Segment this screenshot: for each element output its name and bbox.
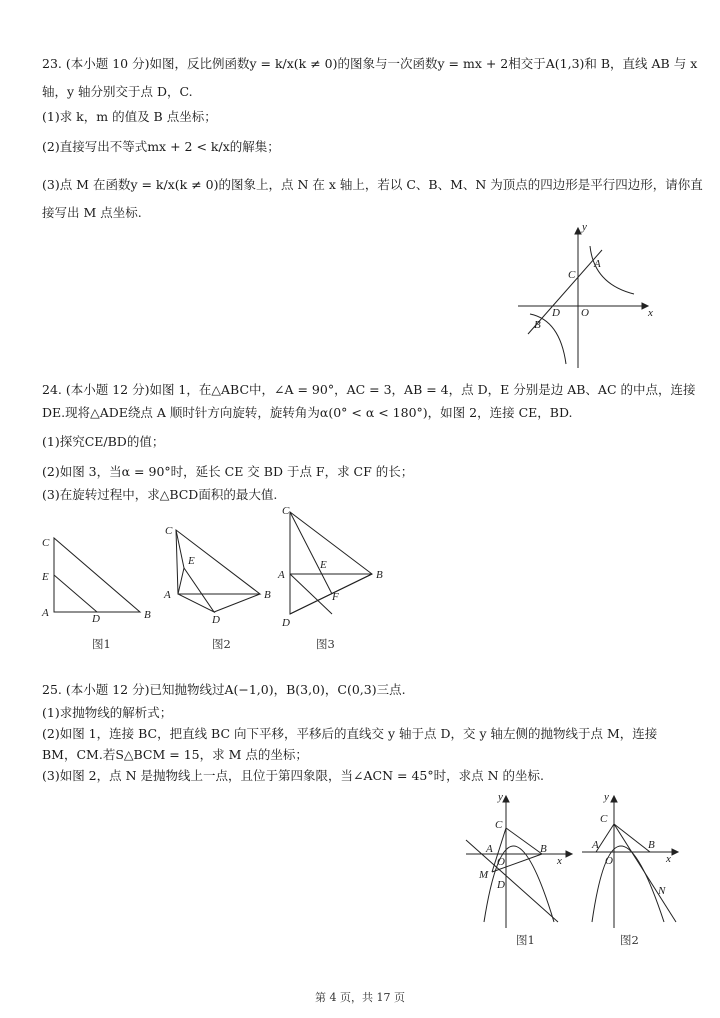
label-c: C	[282, 505, 290, 517]
q23-part-1: (1)求 k，m 的值及 B 点坐标；	[42, 109, 217, 124]
y-axis-arrow	[503, 796, 509, 802]
label-a: A	[164, 589, 171, 601]
q24-fig-2-caption: 图2	[212, 637, 231, 651]
segment-cb	[506, 828, 542, 854]
q23-part-3: (3)点 M 在函数y = k/x(k ≠ 0)的图象上，点 N 在 x 轴上，若以 C、B、M、N 为顶点的四边形是平行四边形，请你直	[42, 177, 703, 192]
label-d: D	[212, 614, 220, 625]
segment-cb	[614, 824, 650, 852]
label-m: M	[479, 869, 489, 881]
label-b: B	[534, 319, 541, 331]
label-a: A	[592, 839, 599, 851]
q24-fig-1-caption: 图1	[92, 637, 111, 651]
label-n: N	[658, 885, 666, 897]
label-d: D	[92, 613, 100, 625]
label-o: O	[581, 307, 589, 319]
q23-figure	[510, 222, 660, 372]
q25-part-2: (2)如图 1，连接 BC，把直线 BC 向下平移，平移后的直线交 y 轴于点 D，交 y 轴左侧的抛物线于点 M，连接	[42, 726, 658, 741]
label-a: A	[278, 569, 285, 581]
segment-bd	[214, 594, 260, 612]
q25-part-3: (3)如图 2，点 N 是抛物线上一点，且位于第四象限，当∠ACN = 45°时，求点 N 的坐标.	[42, 768, 544, 783]
label-x: x	[666, 853, 671, 865]
q24-figure-1	[36, 530, 166, 625]
q24-part-1: (1)探究CE/BD的值；	[42, 434, 165, 449]
label-x: x	[557, 855, 562, 867]
label-x: x	[648, 307, 653, 319]
segment-ad	[290, 574, 332, 614]
label-o: O	[497, 856, 505, 868]
segment-cf	[290, 512, 332, 594]
label-a: A	[42, 607, 49, 619]
label-a: A	[594, 258, 601, 270]
label-e: E	[188, 555, 195, 567]
triangle-ade	[178, 568, 214, 612]
label-b: B	[144, 609, 151, 621]
q25-part-2-cont: BM，CM.若S△BCM = 15，求 M 点的坐标；	[42, 747, 308, 762]
q25-figure-1	[462, 790, 580, 930]
triangle-cdb	[290, 512, 372, 614]
label-c: C	[42, 537, 50, 549]
q23-line-2: 轴，y 轴分别交于点 D，C.	[42, 84, 193, 99]
q23-part-3-cont: 接写出 M 点坐标.	[42, 205, 142, 220]
label-b: B	[540, 843, 547, 855]
label-d: D	[282, 617, 290, 629]
parabola	[484, 846, 554, 922]
label-d: D	[552, 307, 560, 319]
label-o: O	[605, 855, 613, 867]
q24-fig-3-caption: 图3	[316, 637, 335, 651]
q23-line-1: 23. (本小题 10 分)如图，反比例函数y = k/x(k ≠ 0)的图象与一次函数y = mx + 2相交于A(1,3)和 B，直线 AB 与 x	[42, 56, 698, 71]
q25-fig-2-caption: 图2	[620, 933, 639, 947]
label-y: y	[582, 222, 587, 233]
label-d: D	[497, 879, 505, 891]
segment-cn	[614, 824, 676, 922]
label-y: y	[498, 791, 503, 803]
label-b: B	[648, 839, 655, 851]
label-b: B	[264, 589, 271, 601]
label-c: C	[600, 813, 608, 825]
q25-part-1: (1)求抛物线的解析式；	[42, 705, 173, 720]
label-a: A	[486, 843, 493, 855]
q25-fig-1-caption: 图1	[516, 933, 535, 947]
q25-line-1: 25. (本小题 12 分)已知抛物线过A(−1,0)，B(3,0)，C(0,3)三点.	[42, 682, 406, 697]
y-axis-arrow	[575, 228, 581, 234]
triangle-abc	[54, 538, 140, 612]
q24-line-1: 24. (本小题 12 分)如图 1，在△ABC中，∠A = 90°，AC = 3，AB = 4，点 D，E 分别是边 AB、AC 的中点，连接	[42, 382, 696, 397]
q23-part-2: (2)直接写出不等式mx + 2 < k/x的解集；	[42, 139, 280, 154]
q24-part-2: (2)如图 3，当α = 90°时，延长 CE 交 BD 于点 F，求 CF 的长；	[42, 464, 414, 479]
y-axis-arrow	[611, 796, 617, 802]
label-f: F	[332, 591, 339, 603]
x-axis-arrow	[672, 849, 678, 855]
label-e: E	[42, 571, 49, 583]
segment-db	[290, 574, 372, 614]
q24-part-3: (3)在旋转过程中，求△BCD面积的最大值.	[42, 487, 278, 502]
label-y: y	[604, 791, 609, 803]
label-c: C	[165, 525, 173, 537]
q24-figure-2	[160, 520, 280, 625]
label-e: E	[320, 559, 327, 571]
label-b: B	[376, 569, 383, 581]
page-footer: 第 4 页，共 17 页	[315, 991, 405, 1004]
hyperbola-branch-1	[590, 246, 634, 294]
q24-figure-3	[276, 502, 396, 629]
segment-de	[54, 575, 97, 612]
label-c: C	[495, 819, 503, 831]
q25-figure-2	[578, 790, 690, 930]
parabola	[592, 846, 664, 922]
label-c: C	[568, 269, 576, 281]
x-axis-arrow	[566, 851, 572, 857]
q24-line-2: DE.现将△ADE绕点 A 顺时针方向旋转，旋转角为α(0° < α < 180°)，如图 2，连接 CE，BD.	[42, 405, 573, 420]
